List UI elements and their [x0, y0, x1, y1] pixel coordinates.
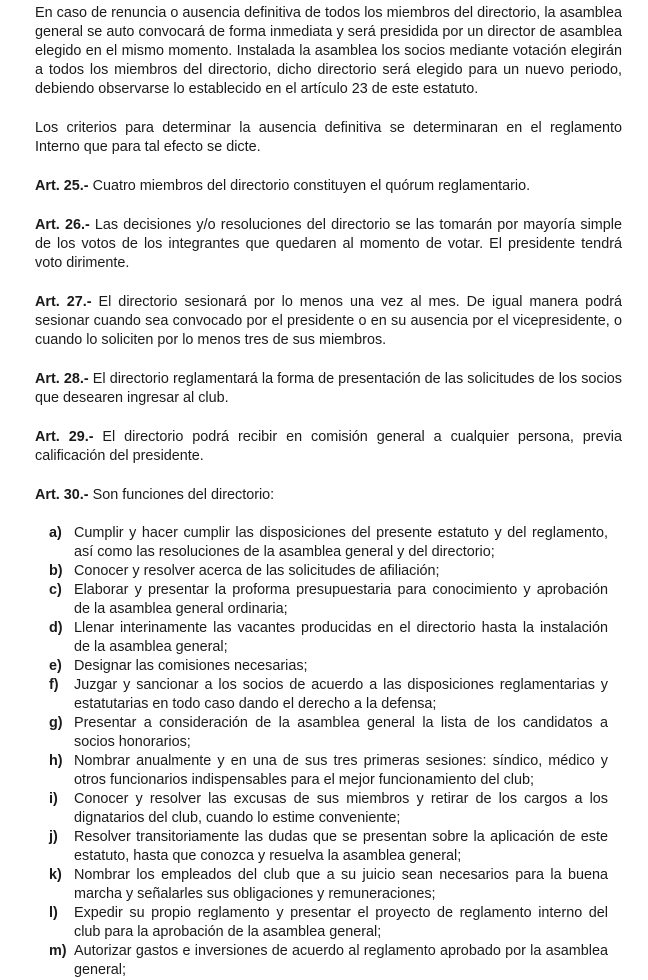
article-label: Art. 29.- [35, 429, 94, 445]
list-item [49, 657, 608, 676]
list-item-letter: i) [49, 791, 58, 807]
list-item [49, 904, 608, 942]
article-label: Art. 27.- [35, 294, 92, 310]
article-label: Art. 25.- [35, 178, 89, 194]
list-item [49, 524, 608, 562]
article-29 [35, 428, 622, 466]
list-item-letter: m) [49, 943, 67, 959]
list-item-text: Nombrar anualmente y en una de sus tres primeras sesiones: síndico, médico y otros funcionarios indispensables para el mejor funcionamiento del club; [74, 753, 608, 788]
list-item [49, 714, 608, 752]
list-item [49, 942, 608, 980]
list-item-text: Resolver transitoriamente las dudas que se presentan sobre la aplicación de este estatuto, hasta que conozca y resuelva la asamblea general; [74, 829, 608, 864]
article-text: El directorio reglamentará la forma de presentación de las solicitudes de los socios que desearen ingresar al club. [35, 371, 622, 406]
intro-paragraph-2: Los criterios para determinar la ausencia definitiva se determinaran en el reglamento Interno que para tal efecto se dicte. [35, 120, 622, 155]
list-item-letter: h) [49, 753, 63, 769]
article-label: Art. 26.- [35, 217, 90, 233]
list-item-letter: e) [49, 658, 62, 674]
list-item-letter: a) [49, 525, 62, 541]
list-item [49, 562, 608, 581]
list-item [49, 828, 608, 866]
article-label: Art. 30.- [35, 487, 89, 503]
article-text: Cuatro miembros del directorio constituyen el quórum reglamentario. [88, 178, 531, 194]
list-item [49, 752, 608, 790]
article-text: El directorio podrá recibir en comisión general a cualquier persona, previa calificación del presidente. [35, 429, 622, 464]
list-item [49, 676, 608, 714]
list-item [49, 866, 608, 904]
list-item-letter: l) [49, 905, 58, 921]
intro-paragraph-1: En caso de renuncia o ausencia definitiva de todos los miembros del directorio, la asamblea general se auto convocará de forma inmediata y será presidida por un director de asamblea elegido en el mismo momento. Instalada la asamblea los socios mediante votación elegirán a todos los miembros del directorio, dicho directorio será elegido para un nuevo periodo, debiendo observarse lo establecido en el artículo 23 de este estatuto. [35, 5, 622, 97]
list-item [49, 790, 608, 828]
article-30 [35, 486, 622, 505]
functions-list [49, 524, 608, 980]
article-text: El directorio sesionará por lo menos una vez al mes. De igual manera podrá sesionar cuando sea convocado por el presidente o en su ausencia por el vicepresidente, o cuando lo soliciten por lo menos tres de sus miembros. [35, 294, 622, 348]
list-item-letter: c) [49, 582, 62, 598]
list-item-text: Juzgar y sancionar a los socios de acuerdo a las disposiciones reglamentarias y estatutarias en todo caso dando el derecho a la defensa; [74, 677, 608, 712]
list-item-text: Designar las comisiones necesarias; [74, 658, 308, 674]
list-item-letter: d) [49, 620, 63, 636]
article-text: Las decisiones y/o resoluciones del directorio se las tomarán por mayoría simple de los votos de los integrantes que quedaren al momento de votar. El presidente tendrá voto dirimente. [35, 217, 622, 271]
list-item-text: Expedir su propio reglamento y presentar el proyecto de reglamento interno del club para la aprobación de la asamblea general; [74, 905, 608, 940]
list-item-letter: g) [49, 715, 63, 731]
article-27 [35, 293, 622, 350]
list-item-letter: b) [49, 563, 63, 579]
article-26 [35, 216, 622, 273]
list-item-letter: f) [49, 677, 59, 693]
list-item-text: Conocer y resolver las excusas de sus miembros y retirar de los cargos a los dignatarios del club, cuando lo estime conveniente; [74, 791, 608, 826]
list-item-letter: k) [49, 867, 62, 883]
list-item-letter: j) [49, 829, 58, 845]
list-item-text: Conocer y resolver acerca de las solicitudes de afiliación; [74, 563, 440, 579]
article-25 [35, 177, 622, 196]
list-item-text: Cumplir y hacer cumplir las disposiciones del presente estatuto y del reglamento, así como las resoluciones de la asamblea general y del directorio; [74, 525, 608, 560]
list-item-text: Autorizar gastos e inversiones de acuerdo al reglamento aprobado por la asamblea general; [74, 943, 608, 978]
list-item-text: Elaborar y presentar la proforma presupuestaria para conocimiento y aprobación de la asamblea general ordinaria; [74, 582, 608, 617]
list-item-text: Nombrar los empleados del club que a su juicio sean necesarios para la buena marcha y señalarles sus obligaciones y remuneraciones; [74, 867, 608, 902]
article-label: Art. 28.- [35, 371, 89, 387]
list-item-text: Presentar a consideración de la asamblea general la lista de los candidatos a socios honorarios; [74, 715, 608, 750]
list-item [49, 581, 608, 619]
list-item-text: Llenar interinamente las vacantes producidas en el directorio hasta la instalación de la asamblea general; [74, 620, 608, 655]
article-text: Son funciones del directorio: [88, 487, 275, 503]
article-28 [35, 370, 622, 408]
list-item [49, 619, 608, 657]
